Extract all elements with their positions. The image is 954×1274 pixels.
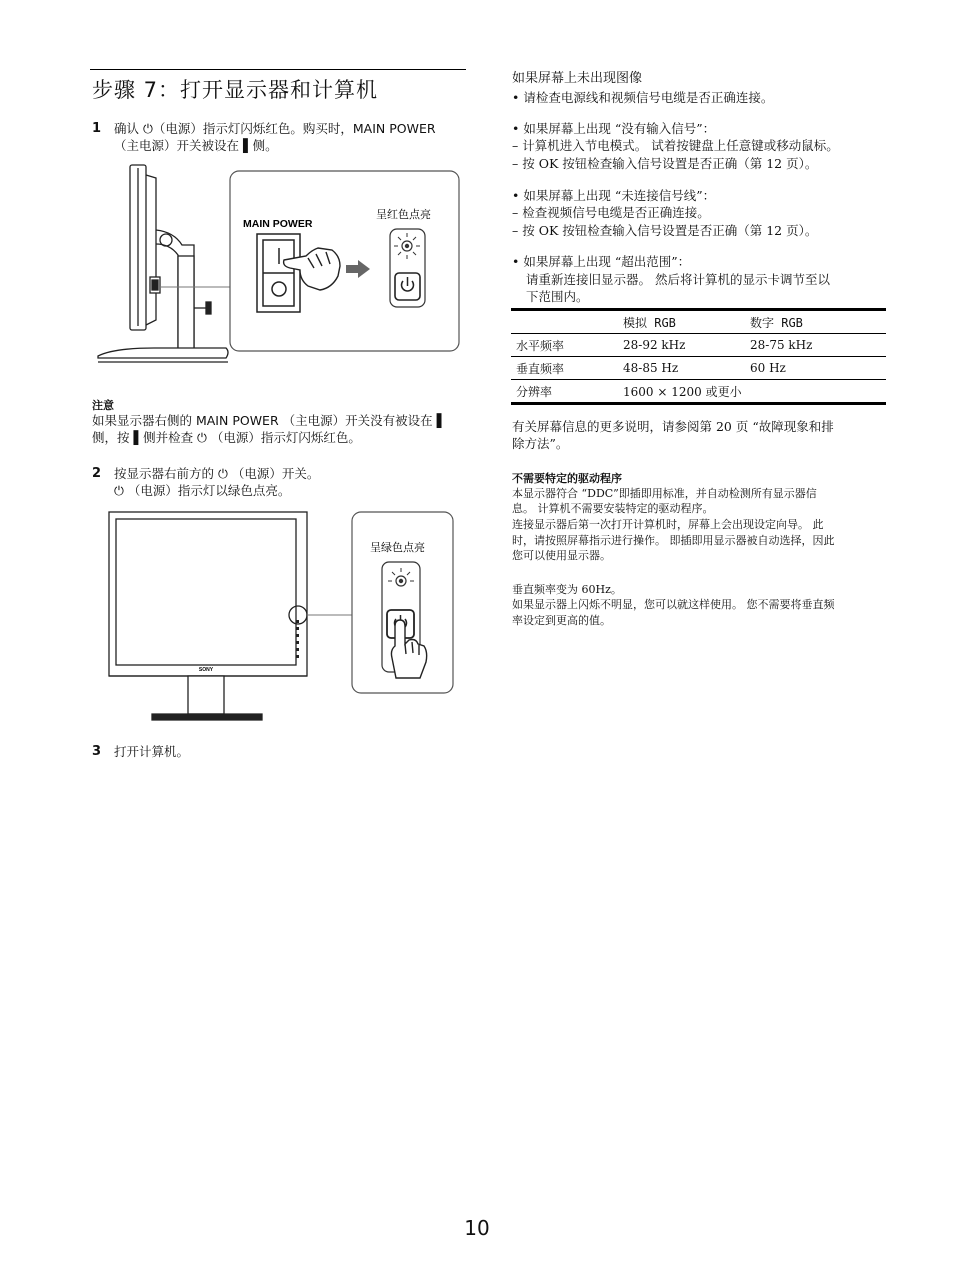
note-line-2: 侧，按 ▌侧并检查 ⏻ （电源）指示灯闪烁红色。 [92, 430, 361, 445]
driver-line-6: 垂直频率变为 60Hz。 [512, 583, 622, 596]
bullet-no-input-b: – 按 OK 按钮检查输入信号设置是否正确（第 12 页）。 [512, 156, 818, 171]
table-row [511, 357, 886, 380]
table-cell: 水平频率 [511, 334, 618, 357]
table-header-row [511, 310, 886, 334]
driver-line-8: 率设定到更高的值。 [512, 614, 611, 627]
table-header-cell [511, 310, 618, 334]
bullet-out-of-range-b: 下范围内。 [526, 289, 589, 304]
step-2-number: 2 [92, 466, 102, 481]
title-rule [90, 69, 466, 70]
step-2-text [114, 465, 319, 499]
frequency-table [511, 308, 886, 405]
bullet-no-cable-a: – 检查视频信号电缆是否正确连接。 [512, 205, 710, 220]
figure-power-button [106, 506, 458, 724]
step-1-line-1: 确认 ⏻（电源）指示灯闪烁红色。购买时，MAIN POWER [114, 121, 436, 136]
note-label: 注意 [92, 399, 114, 412]
monitor-side-view [98, 165, 228, 362]
table-row [511, 334, 886, 357]
main-power-switch-icon [257, 234, 300, 312]
table-cell: 28-92 kHz [618, 334, 745, 357]
step-2-line-2: ⏻ （电源）指示灯以绿色点亮。 [114, 483, 291, 498]
table-cell [745, 380, 886, 404]
power-indicator-green [382, 562, 427, 678]
table-cell: 分辨率 [511, 380, 618, 404]
table-header-cell: 数字 RGB [745, 310, 886, 334]
more-info-line-2: 除方法”。 [512, 436, 569, 451]
bullet-out-of-range: • 如果屏幕上出现 “超出范围”： [512, 254, 691, 269]
more-info-line-1: 有关屏幕信息的更多说明，请参阅第 20 页 “故障现象和排 [512, 419, 834, 434]
bullet-no-cable-b: – 按 OK 按钮检查输入信号设置是否正确（第 12 页）。 [512, 223, 818, 238]
page-number: 10 [464, 1216, 490, 1240]
red-light-label: 呈红色点亮 [376, 208, 431, 221]
driver-heading: 不需要特定的驱动程序 [512, 472, 622, 485]
step-1-line-2: （主电源）开关被设在 ▌侧。 [114, 138, 278, 153]
power-indicator-red [390, 229, 425, 307]
table-cell: 28-75 kHz [745, 334, 886, 357]
monitor-front-view [109, 512, 307, 720]
driver-line-3: 连接显示器后第一次打开计算机时，屏幕上会出现设定向导。 此 [512, 518, 824, 531]
step-3-number: 3 [92, 744, 102, 759]
green-light-label: 呈绿色点亮 [370, 541, 425, 554]
table-cell: 60 Hz [745, 357, 886, 380]
step-1-number: 1 [92, 121, 102, 136]
table-row [511, 380, 886, 404]
table-header-cell: 模拟 RGB [618, 310, 745, 334]
driver-line-5: 您可以使用显示器。 [512, 549, 611, 562]
driver-line-7: 如果显示器上闪烁不明显，您可以就这样使用。 您不需要将垂直频 [512, 598, 835, 611]
no-image-heading: 如果屏幕上未出现图像 [512, 71, 643, 86]
step-2-line-1: 按显示器右前方的 ⏻ （电源）开关。 [114, 466, 320, 481]
step-3-text: 打开计算机。 [114, 744, 190, 759]
page-title: 步骤 7：打开显示器和计算机 [92, 78, 379, 102]
table-cell: 垂直频率 [511, 357, 618, 380]
bullet-no-input: • 如果屏幕上出现 “没有输入信号”： [512, 121, 716, 136]
figure-main-power [94, 160, 464, 370]
bullet-no-input-a: – 计算机进入节电模式。 试着按键盘上任意键或移动鼠标。 [512, 138, 839, 153]
driver-line-2: 息。 计算机不需要安装特定的驱动程序。 [512, 502, 714, 515]
table-cell: 1600 × 1200 或更小 [618, 380, 745, 404]
main-power-label: MAIN POWER [243, 218, 313, 230]
note-text [92, 412, 446, 446]
bullet-no-cable: • 如果屏幕上出现 “未连接信号线”： [512, 188, 716, 203]
driver-line-4: 时，请按照屏幕指示进行操作。 即插即用显示器被自动选择，因此 [512, 534, 835, 547]
bullet-check-cables: • 请检查电源线和视频信号电缆是否正确连接。 [512, 90, 774, 105]
bullet-out-of-range-a: 请重新连接旧显示器。 然后将计算机的显示卡调节至以 [526, 272, 830, 287]
brand-logo: SONY [198, 667, 214, 673]
driver-line-1: 本显示器符合 “DDC”即插即用标准，并自动检测所有显示器信 [512, 487, 817, 500]
note-line-1: 如果显示器右侧的 MAIN POWER （主电源）开关没有被设在 ▌ [92, 413, 447, 428]
table-cell: 48-85 Hz [618, 357, 745, 380]
step-1-text [114, 120, 436, 154]
